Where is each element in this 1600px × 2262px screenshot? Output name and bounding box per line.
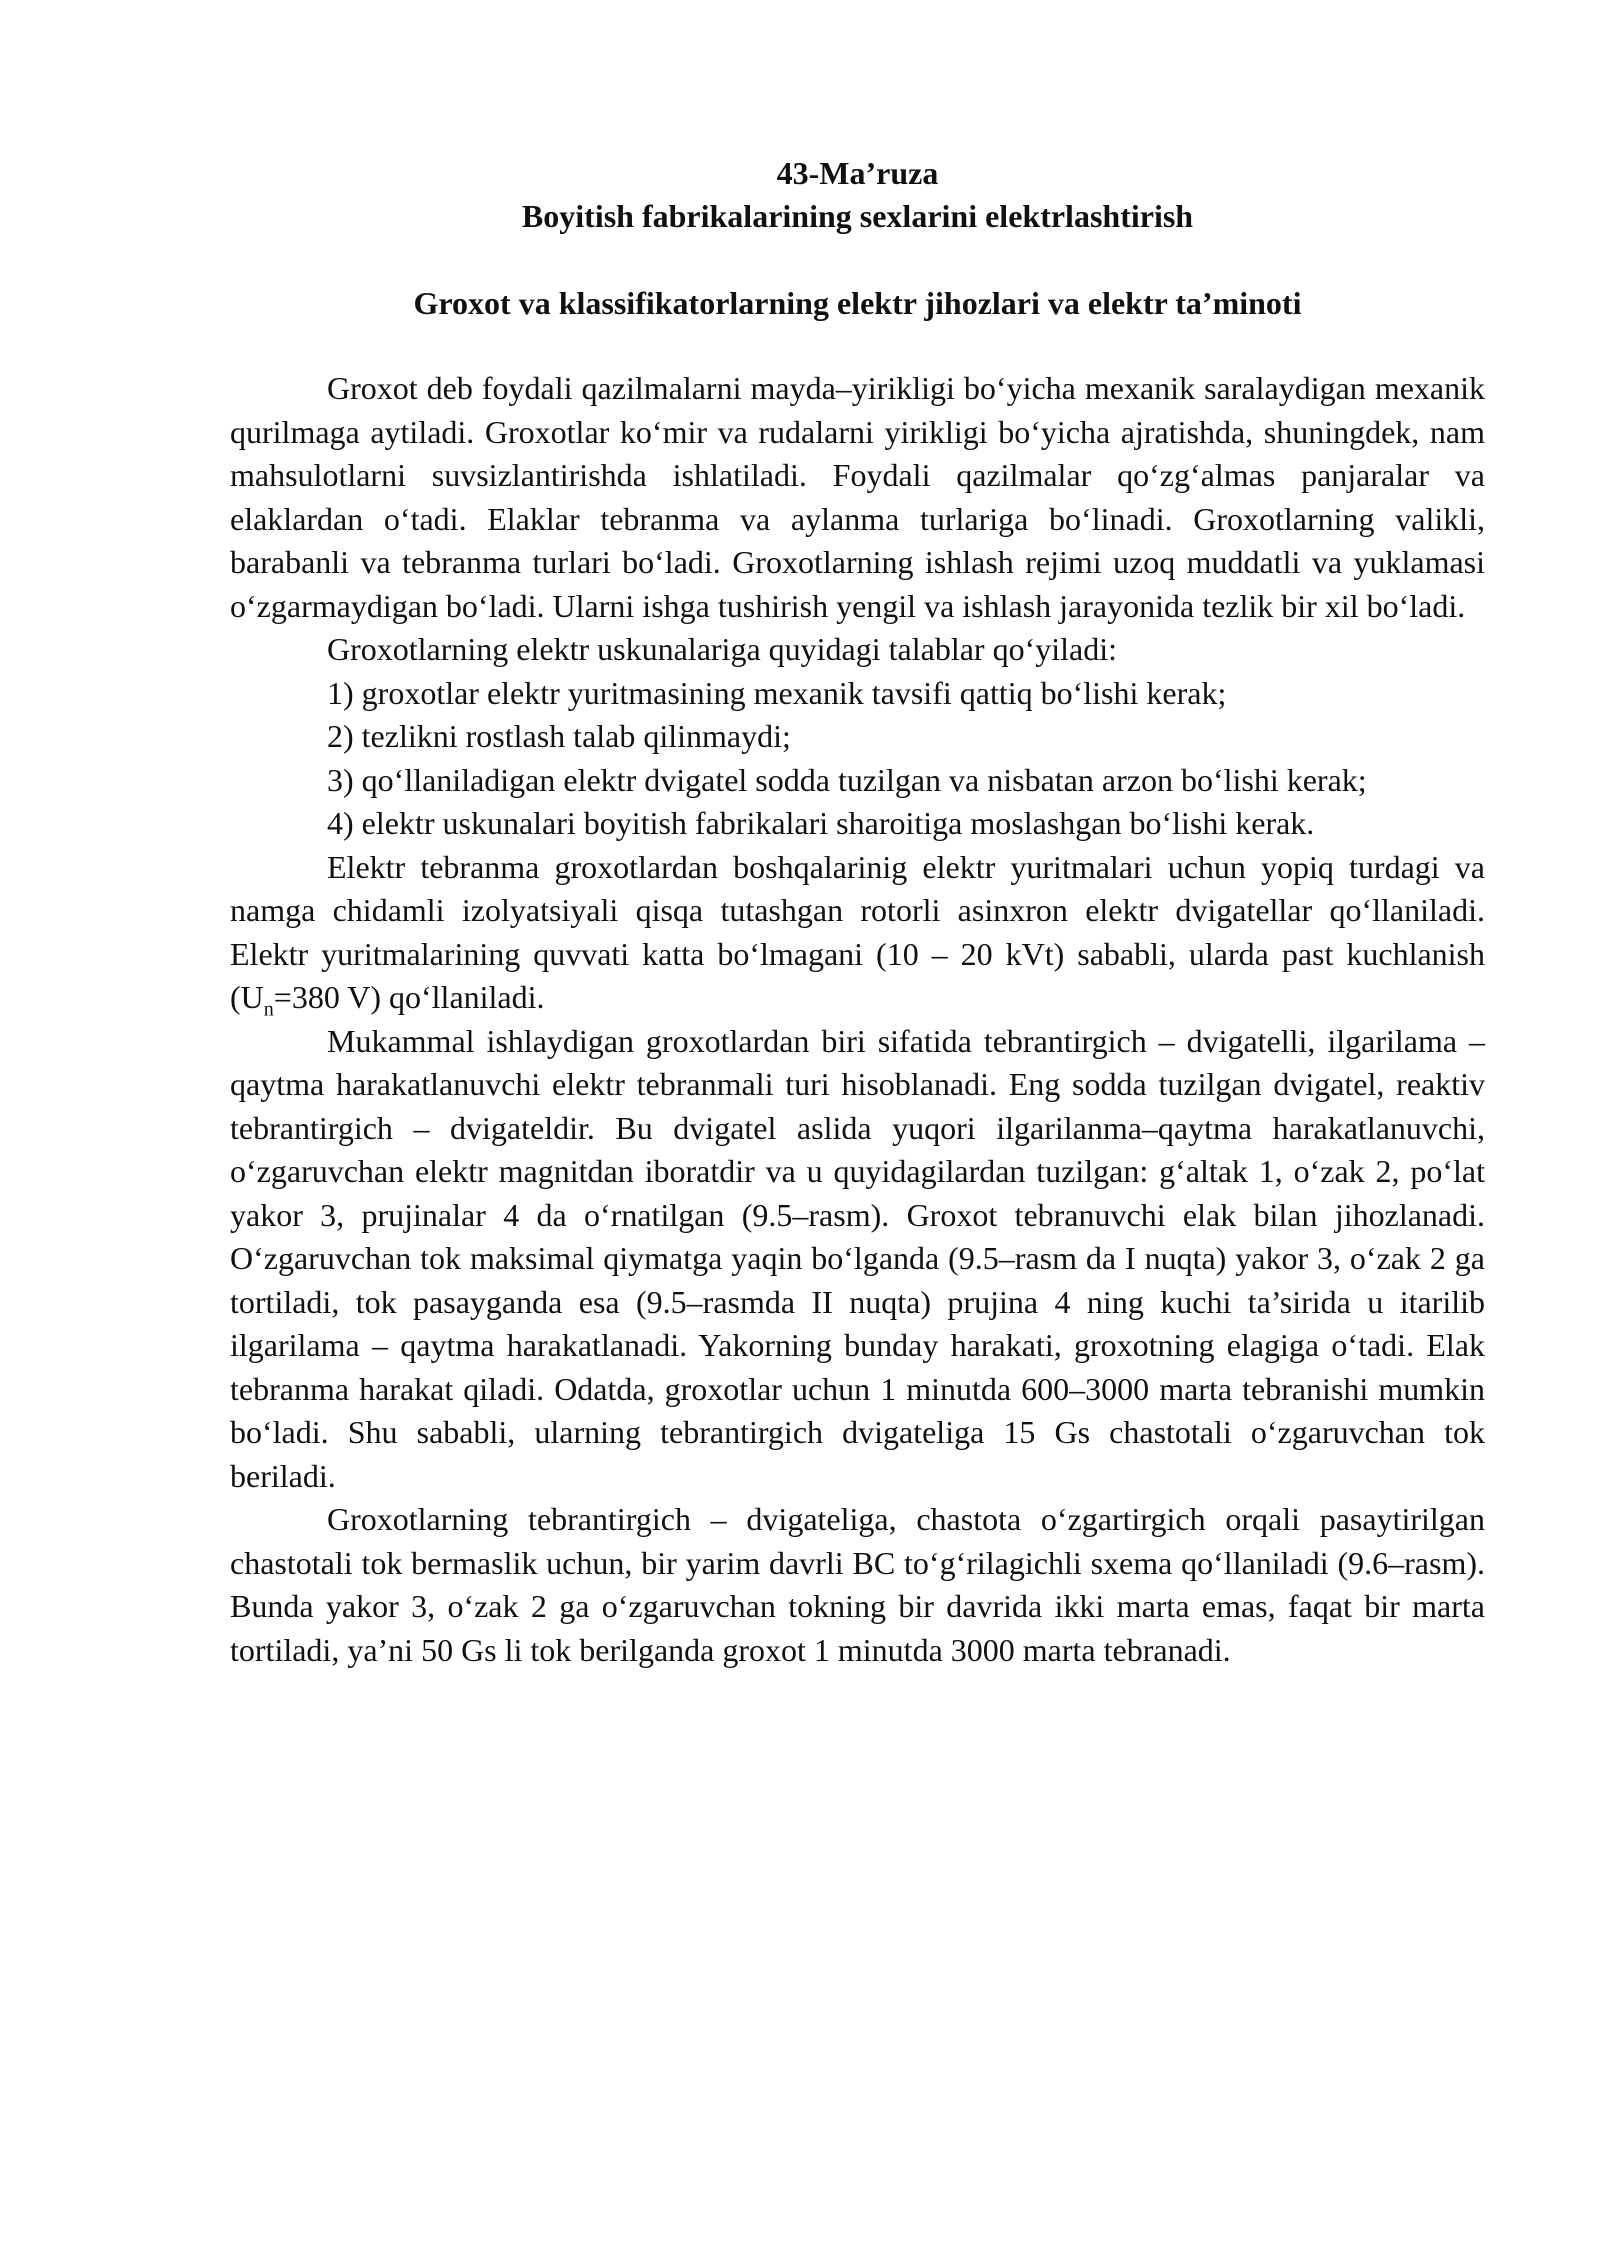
lecture-number: 43-Ma’ruza (776, 155, 939, 191)
paragraph-groxot-definition: Groxot deb foydali qazilmalarni mayda–yirikligi bo‘yicha mexanik saralaydigan mexanik qurilmaga aytiladi. Groxotlar ko‘mir va rudalarni yirikligi bo‘yicha ajratishda, shuningdek, nam mahsulotlarni suvsizlantirishda ishlatiladi. Foydali qazilmalar qo‘zg‘almas panjaralar va elaklardan o‘tadi. Elaklar tebranma va aylanma turlariga bo‘linadi. Groxotlarning valikli, barabanli va tebranma turlari bo‘ladi. Groxotlarning ishlash rejimi uzoq muddatli va yuklamasi o‘zgarmaydigan bo‘ladi. Ularni ishga tushirish yengil va ishlash jarayonida tezlik bir xil bo‘ladi. (230, 370, 1485, 624)
voltage-subscript: n (263, 998, 274, 1021)
requirement-item-1: 1) groxotlar elektr yuritmasining mexanik tavsifi qattiq bo‘lishi kerak; (327, 674, 1227, 711)
power-text-after: =380 V) qo‘llaniladi. (273, 979, 545, 1015)
requirement-item-4: 4) elektr uskunalari boyitish fabrikalari sharoitiga moslashgan bo‘lishi kerak. (327, 805, 1315, 841)
lecture-title: Boyitish fabrikalarining sexlarini elektrlashtirish (521, 198, 1194, 234)
paragraph-half-wave-rectifier: Groxotlarning tebrantirgich – dvigateliga, chastota o‘zgartirgich orqali pasaytirilgan chastotali tok bermaslik uchun, bir yarim davrli BC to‘g‘rilagichli sxema qo‘llaniladi (9.6–rasm). Bunda yakor 3, o‘zak 2 ga o‘zgaruvchan tokning bir davrida ikki marta emas, faqat bir marta tortiladi, ya’ni 50 Gs li tok berilganda groxot 1 minutda 3000 marta tebranadi. (230, 1501, 1485, 1668)
power-text-before: Elektr tebranma groxotlardan boshqalarinig elektr yuritmalari uchun yopiq turdagi va namga chidamli izolyatsiyali qisqa tutashgan rotorli asinxron elektr dvigatellar qo‘llaniladi. Elektr yuritmalarining quvvati katta bo‘lmagani (10 – 20 kVt) sababli, ularda past kuchlanish (U (230, 848, 1485, 1015)
requirement-item-2: 2) tezlikni rostlash talab qilinmaydi; (327, 718, 791, 754)
document-page (230, 152, 1485, 1672)
paragraph-motor-power (230, 846, 1485, 1020)
paragraph-requirements-intro: Groxotlarning elektr uskunalariga quyidagi talablar qo‘yiladi: (327, 631, 1117, 667)
paragraph-vibrator-motor: Mukammal ishlaydigan groxotlardan biri sifatida tebrantirgich – dvigatelli, ilgarilama – qaytma harakatlanuvchi elektr tebranmali turi hisoblanadi. Eng sodda tuzilgan dvigatel, reaktiv tebrantirgich – dvigateldir. Bu dvigatel aslida yuqori ilgarilanma–qaytma harakatlanuvchi, o‘zgaruvchan elektr magnitdan iboratdir va u quyidagilardan tuzilgan: g‘altak 1, o‘zak 2, po‘lat yakor 3, prujinalar 4 da o‘rnatilgan (9.5–rasm). Groxot tebranuvchi elak bilan jihozlanadi. O‘zgaruvchan tok maksimal qiymatga yaqin bo‘lganda (9.5–rasm da I nuqta) yakor 3, o‘zak 2 ga tortiladi, tok pasayganda esa (9.5–rasmda II nuqta) prujina 4 ning kuchi ta’sirida u itarilib ilgarilama – qaytma harakatlanadi. Yakorning bunday harakati, groxotning elagiga o‘tadi. Elak tebranma harakat qiladi. Odatda, groxotlar uchun 1 minutda 600–3000 marta tebranishi mumkin bo‘ladi. Shu sababli, ularning tebrantirgich dvigateliga 15 Gs chastotali o‘zgaruvchan tok beriladi. (230, 1022, 1485, 1494)
section-subtitle: Groxot va klassifikatorlarning elektr jihozlari va elektr ta’minoti (413, 285, 1302, 321)
requirement-item-3: 3) qo‘llaniladigan elektr dvigatel sodda tuzilgan va nisbatan arzon bo‘lishi kerak; (327, 761, 1367, 798)
